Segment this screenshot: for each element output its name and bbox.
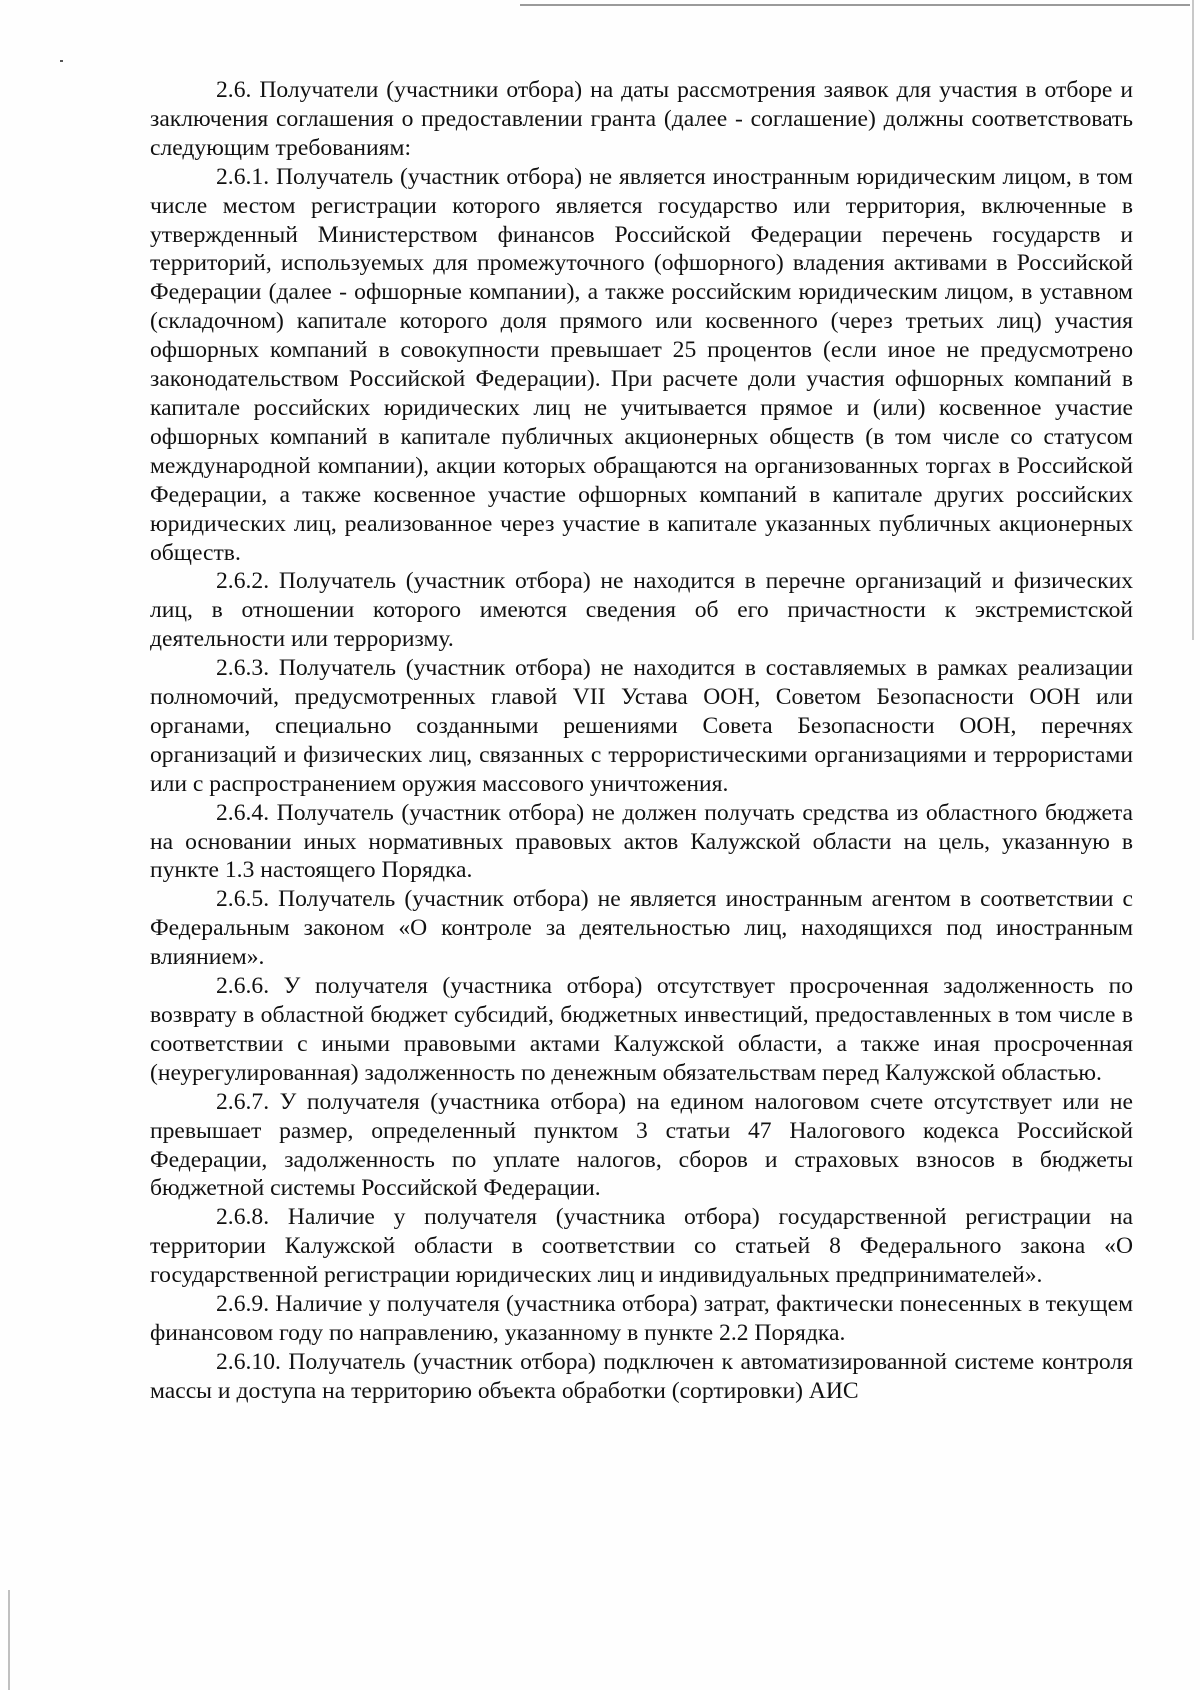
paragraph-2-6-3: 2.6.3. Получатель (участник отбора) не находится в составляемых в рамках реализации полномочий, предусмотренных главой VII Устава ООН, Советом Безопасности ООН или органами, специально созданными решениями Совета Безопасности ООН, перечнях организаций и физических лиц, связанных с террористическими организациями и террористами или с распространением оружия массового уничтожения. (150, 655, 1133, 797)
document-body (150, 76, 1133, 1406)
paragraph-2-6-5: 2.6.5. Получатель (участник отбора) не является иностранным агентом в соответствии с Федеральным законом «О контроле за деятельностью лиц, находящихся под иностранным влиянием». (150, 886, 1133, 971)
paragraph-2-6-1: 2.6.1. Получатель (участник отбора) не является иностранным юридическим лицом, в том числе местом регистрации которого является государство или территория, включенные в утвержденный Министерством финансов Российской Федерации перечень государств и территорий, используемых для промежуточного (офшорного) владения активами в Российской Федерации (далее - офшорные компании), а также российским юридическим лицом, в уставном (складочном) капитале которого доля прямого или косвенного (через третьих лиц) участия офшорных компаний в совокупности превышает 25 процентов (если иное не предусмотрено законодательством Российской Федерации). При расчете доли участия офшорных компаний в капитале российских юридических лиц не учитывается прямое и (или) косвенное участие офшорных компаний в капитале публичных акционерных обществ (в том числе со статусом международной компании), акции которых обращаются на организованных торгах в Российской Федерации, а также косвенное участие офшорных компаний в капитале других российских юридических лиц, реализованное через участие в капитале указанных публичных акционерных обществ. (150, 163, 1133, 566)
scan-speck (60, 60, 63, 62)
paragraph-2-6-8: 2.6.8. Наличие у получателя (участника отбора) государственной регистрации на территории Калужской области в соответствии со статьей 8 Федерального закона «О государственной регистрации юридических лиц и индивидуальных предпринимателей». (150, 1204, 1133, 1289)
paragraph-2-6-6: 2.6.6. У получателя (участника отбора) отсутствует просроченная задолженность по возврату в областной бюджет субсидий, бюджетных инвестиций, предоставленных в том числе в соответствии с иными правовыми актами Калужской области, а также иная просроченная (неурегулированная) задолженность по денежным обязательствам перед Калужской областью. (150, 973, 1133, 1086)
scan-edge-shadow (1192, 0, 1194, 640)
paragraph-2-6-2: 2.6.2. Получатель (участник отбора) не находится в перечне организаций и физических лиц, в отношении которого имеются сведения об его причастности к экстремистской деятельности или терроризму. (150, 568, 1133, 653)
paragraph-2-6-4: 2.6.4. Получатель (участник отбора) не должен получать средства из областного бюджета на основании иных нормативных правовых актов Калужской области на цель, указанную в пункте 1.3 настоящего Порядка. (150, 799, 1133, 884)
paragraph-2-6: 2.6. Получатели (участники отбора) на даты рассмотрения заявок для участия в отборе и заключения соглашения о предоставлении гранта (далее - соглашение) должны соответствовать следующим требованиям: (150, 77, 1133, 161)
paragraph-2-6-10: 2.6.10. Получатель (участник отбора) подключен к автоматизированной системе контроля массы и доступа на территорию объекта обработки (сортировки) АИС (150, 1348, 1133, 1404)
paragraph-2-6-9: 2.6.9. Наличие у получателя (участника отбора) затрат, фактически понесенных в текущем финансовом году по направлению, указанному в пункте 2.2 Порядка. (150, 1291, 1133, 1346)
scan-edge-shadow-left (8, 1590, 10, 1690)
paragraph-2-6-7: 2.6.7. У получателя (участника отбора) на едином налоговом счете отсутствует или не превышает размер, определенный пунктом 3 статьи 47 Налогового кодекса Российской Федерации, задолженность по уплате налогов, сборов и страховых взносов в бюджеты бюджетной системы Российской Федерации. (150, 1088, 1133, 1202)
scan-border-line (520, 4, 1190, 6)
